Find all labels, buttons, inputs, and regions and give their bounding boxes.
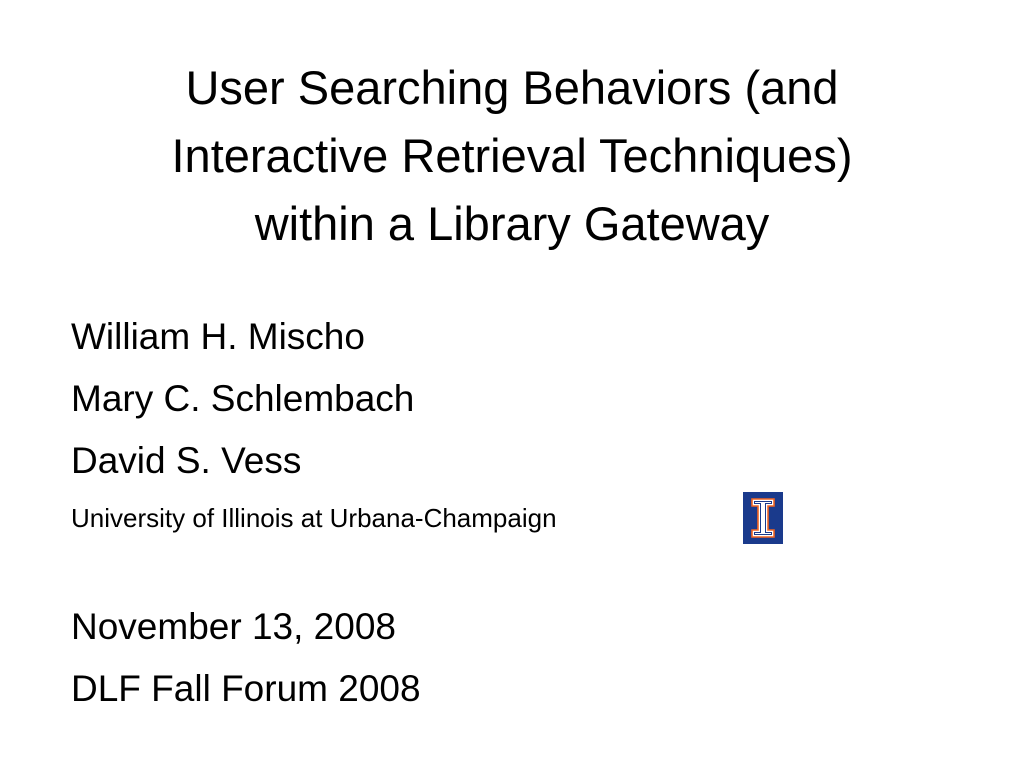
author-name: William H. Mischo <box>71 316 365 357</box>
title-line-1: User Searching Behaviors (and <box>185 61 839 114</box>
slide-title <box>40 54 984 258</box>
event-name: DLF Fall Forum 2008 <box>71 668 421 709</box>
affiliation-row <box>71 492 971 546</box>
spacer <box>71 546 971 596</box>
illinois-logo-icon <box>743 492 783 544</box>
presentation-date: November 13, 2008 <box>71 606 396 647</box>
author-name: David S. Vess <box>71 440 302 481</box>
slide-body <box>71 306 971 720</box>
title-line-3: within a Library Gateway <box>254 197 770 250</box>
title-line-2: Interactive Retrieval Techniques) <box>171 129 853 182</box>
affiliation: University of Illinois at Urbana-Champaign <box>71 503 557 533</box>
author-name: Mary C. Schlembach <box>71 378 415 419</box>
